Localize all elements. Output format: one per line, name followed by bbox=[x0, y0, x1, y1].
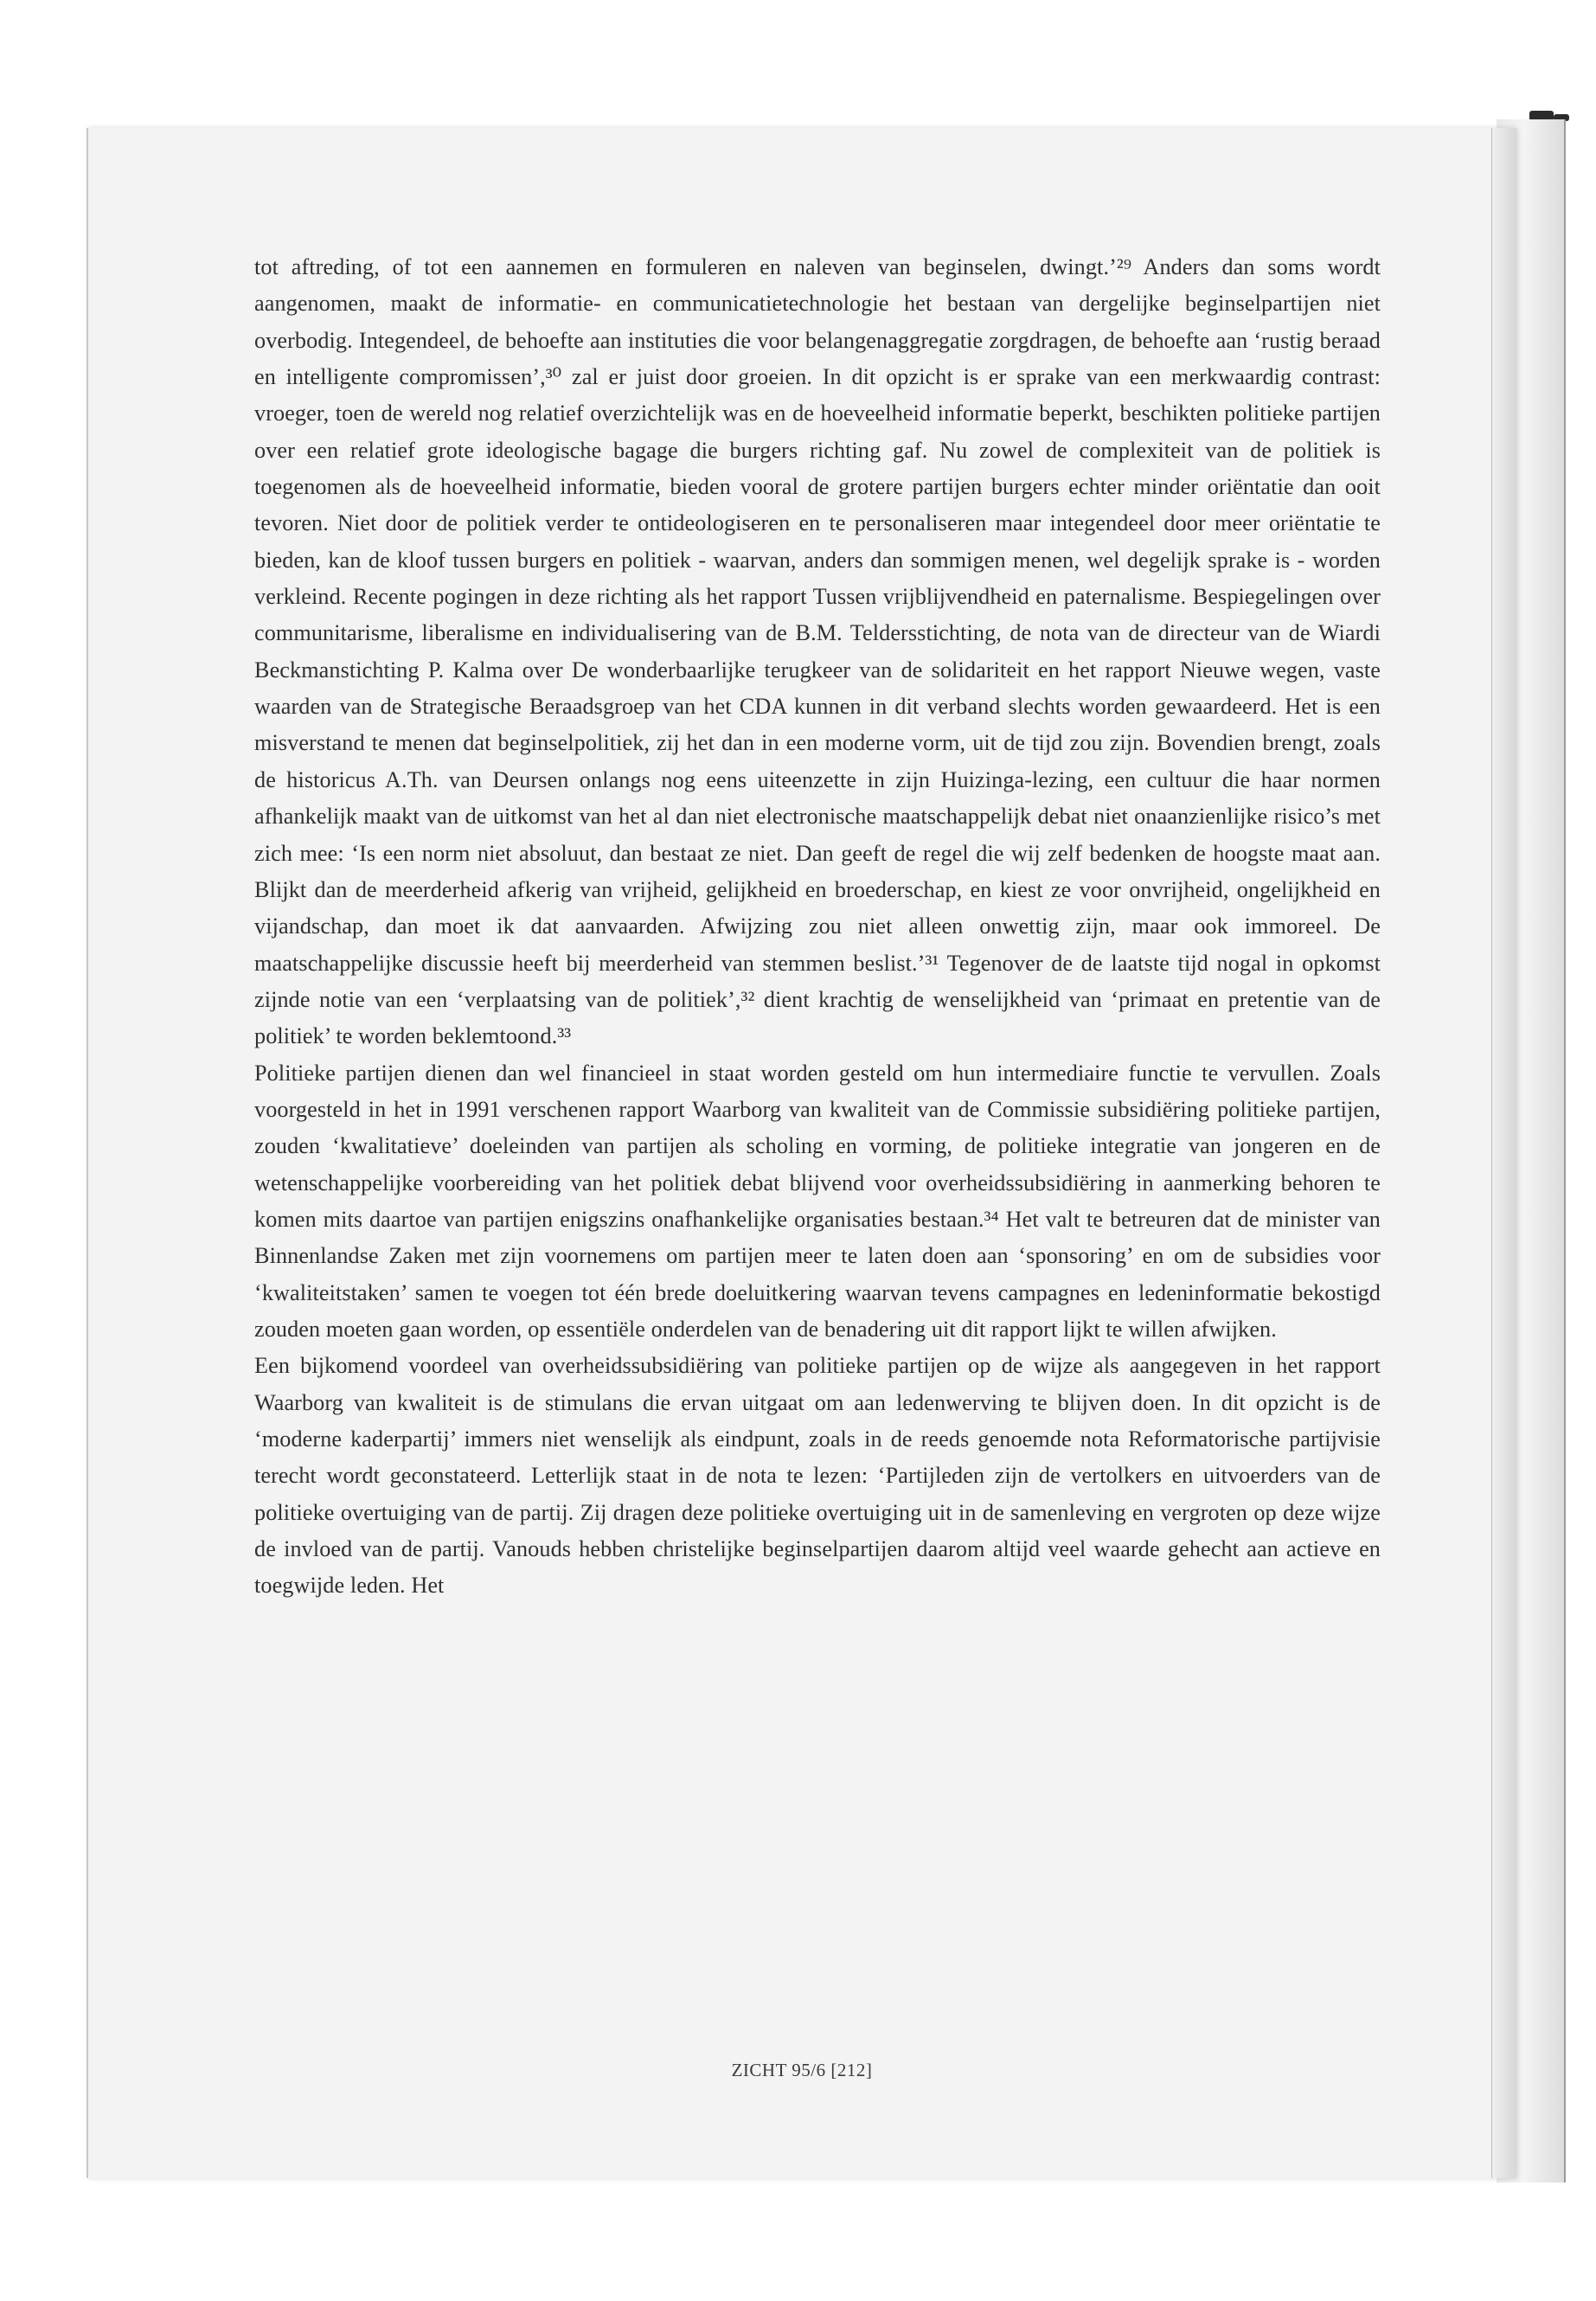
paragraph-3: Een bijkomend voordeel van overheidssubsidiëring van politieke partijen op de wijze als aangegeven in het rapport Waarborg van kwaliteit is de stimulans die ervan uitgaat om aan ledenwerving te blijven doen. In dit opzicht is de ‘moderne kaderpartij’ immers niet wenselijk als eindpunt, zoals in de reeds genoemde nota Reformatorische partijvisie terecht wordt geconstateerd. Letterlijk staat in de nota te lezen: ‘Partijleden zijn de vertolkers en uitvoerders van de politieke overtuiging van de partij. Zij dragen deze politieke overtuiging uit in de samenleving en vergroten op deze wijze de invloed van de partij. Vanouds hebben christelijke beginselpartijen daarom altijd veel waarde gehecht aan actieve en toegwijde leden. Het bbox=[254, 1353, 1381, 1599]
page-footer: ZICHT 95/6 [212] bbox=[731, 2060, 873, 2080]
paragraph-1: tot aftreding, of tot een aannemen en formuleren en naleven van beginselen, dwingt.’²⁹ Anders dan soms wordt aangenomen, maakt de informatie- en communicatietechnologie het bestaan van dergelijke beginselpartijen niet overbodig. Integendeel, de behoefte aan instituties die voor belangenaggregatie zorgdragen, de behoefte aan ‘rustig beraad en intelligente compromissen’,³⁰ zal er juist door groeien. In dit opzicht is er sprake van een merkwaardig contrast: vroeger, toen de wereld nog relatief overzichtelijk was en de hoeveelheid informatie beperkt, beschikten politieke partijen over een relatief grote ideologische bagage die burgers richting gaf. Nu zowel de complexiteit van de politiek is toegenomen als de hoeveelheid informatie, bieden vooral de grotere partijen burgers echter minder oriëntatie dan ooit tevoren. Niet door de politiek verder te ontideologiseren en te personaliseren maar integendeel door meer oriëntatie te bieden, kan de kloof tussen burgers en politiek - waarvan, anders dan sommigen menen, wel degelijk sprake is - worden verkleind. Recente pogingen in deze richting als het rapport Tussen vrijblijvendheid en paternalisme. Bespiegelingen over communitarisme, liberalisme en individualisering van de B.M. Teldersstichting, de nota van de directeur van de Wiardi Beckmanstichting P. Kalma over De wonderbaarlijke terugkeer van de solidariteit en het rapport Nieuwe wegen, vaste waarden van de Strategische Beraadsgroep van het CDA kunnen in dit verband slechts worden gewaardeerd. Het is een misverstand te menen dat beginselpolitiek, zij het dan in een moderne vorm, uit de tijd zou zijn. Bovendien brengt, zoals de historicus A.Th. van Deursen onlangs nog eens uiteenzette in zijn Huizinga-lezing, een cultuur die haar normen afhankelijk maakt van de uitkomst van het al dan niet electronische maatschappelijk debat niet onaanzienlijke risico’s met zich mee: ‘Is een norm niet absoluut, dan bestaat ze niet. Dan geeft de regel die wij zelf bedenken de hoogste maat aan. Blijkt dan de meerderheid afkerig van vrijheid, gelijkheid en broederschap, en kiest ze voor onvrijheid, ongelijkheid en vijandschap, dan moet ik dat aanvaarden. Afwijzing zou niet alleen onwettig zijn, maar ook immoreel. De maatschappelijke discussie heeft bij meerderheid van stemmen beslist.’³¹ Tegenover de de laatste tijd nogal in opkomst zijnde notie van een ‘verplaatsing van de politiek’,³² dient krachtig de wenselijkheid van ‘primaat en pretentie van de politiek’ te worden beklemtoond.³³ bbox=[254, 254, 1381, 1049]
book-spread bbox=[87, 128, 1557, 2178]
page-fold-edge bbox=[1491, 128, 1516, 2178]
paragraph-2: Politieke partijen dienen dan wel financieel in staat worden gesteld om hun intermediaire functie te vervullen. Zoals voorgesteld in het in 1991 verschenen rapport Waarborg van kwaliteit van de Commissie subsidiëring politieke partijen, zouden ‘kwalitatieve’ doeleinden van partijen als scholing en vorming, de politieke integratie van jongeren en de wetenschappelijke voorbereiding van het politiek debat blijvend voor overheidssubsidiëring in aanmerking behoren te komen mits daartoe van partijen enigszins onafhankelijke organisaties bestaan.³⁴ Het valt te betreuren dat de minister van Binnenlandse Zaken met zijn voornemens om partijen meer te laten doen aan ‘sponsoring’ en om de subsidies voor ‘kwaliteitstaken’ samen te voegen tot één brede doeluitkering waarvan tevens campagnes en ledeninformatie bekostigd zouden moeten gaan worden, op essentiële onderdelen van de benadering uit dit rapport lijkt te willen afwijken. bbox=[254, 1060, 1381, 1342]
body-text bbox=[254, 249, 1381, 1605]
document-page bbox=[87, 128, 1516, 2178]
